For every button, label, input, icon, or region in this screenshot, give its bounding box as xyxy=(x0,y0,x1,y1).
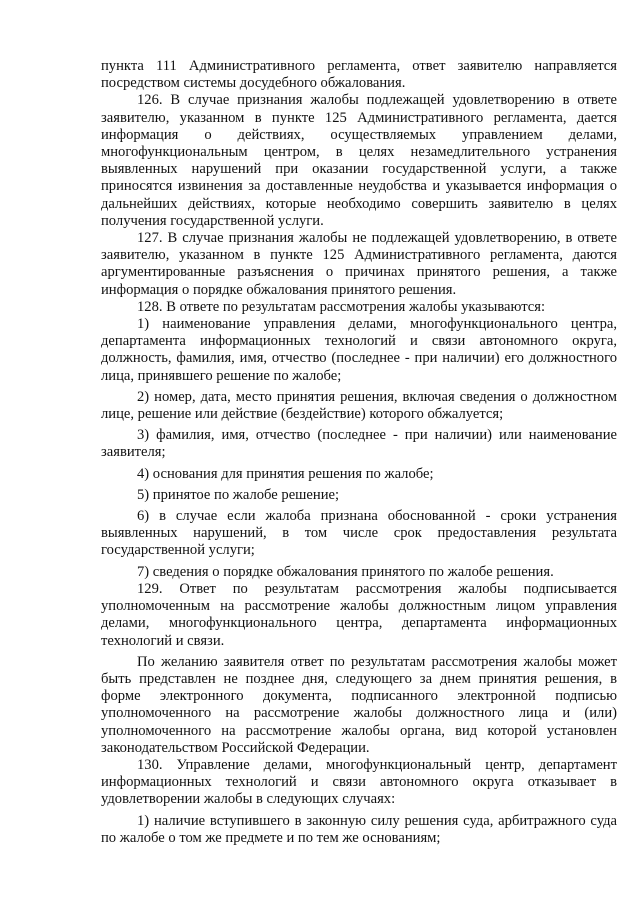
list-item-128-1: 1) наименование управления делами, многофункционального центра, департамента информационных технологий и связи автономного округа, должность, фамилия, имя, отчество (последнее - при наличии) его должностного лица, принявшего решение по жалобе; xyxy=(101,316,617,384)
list-item-128-3: 3) фамилия, имя, отчество (последнее - при наличии) или наименование заявителя; xyxy=(101,427,617,461)
list-item-128-2: 2) номер, дата, место принятия решения, включая сведения о должностном лице, решение или действие (бездействие) которого обжалуется; xyxy=(101,388,617,423)
document-body xyxy=(101,58,617,847)
paragraph-127: 127. В случае признания жалобы не подлежащей удовлетворению, в ответе заявителю, указанном в пункте 125 Административного регламента, даются аргументированные разъяснения о причинах принятого решения, а также информация о порядке обжалования принятого решения. xyxy=(101,230,617,298)
list-item-128-5: 5) принятое по жалобе решение; xyxy=(137,486,340,503)
paragraph-129-electronic: По желанию заявителя ответ по результатам рассмотрения жалобы может быть представлен не позднее дня, следующего за днем принятия решения, в форме электронного документа, подписанного электронной подписью уполномоченного на рассмотрение жалобы должностного лица и (или) уполномоченного на рассмотрение жалобы органа, вид которой установлен законодательством Российской Федерации. xyxy=(101,653,617,756)
paragraph-130: 130. Управление делами, многофункциональный центр, департамент информационных технологий и связи автономного округа отказывает в удовлетворении жалобы в следующих случаях: xyxy=(101,756,617,808)
list-item-128-7: 7) сведения о порядке обжалования принятого по жалобе решения. xyxy=(137,563,554,580)
paragraph-126: 126. В случае признания жалобы подлежащей удовлетворению в ответе заявителю, указанном в пункте 125 Административного регламента, дается информация о действиях, осуществляемых управлением делами, многофункциональным центром, в целях незамедлительного устранения выявленных нарушений при оказании государственной услуги, а также приносятся извинения за доставленные неудобства и указывается информация о дальнейших действиях, которые необходимо совершить заявителю в целях получения государственной услуги. xyxy=(101,92,617,229)
paragraph-continuation: пункта 111 Административного регламента, ответ заявителю направляется посредством системы досудебного обжалования. xyxy=(101,58,617,92)
list-item-128-6: 6) в случае если жалоба признана обоснованной - сроки устранения выявленных нарушений, в том числе срок предоставления результата государственной услуги; xyxy=(101,508,617,559)
paragraph-128: 128. В ответе по результатам рассмотрения жалобы указываются: xyxy=(137,298,546,315)
paragraph-129: 129. Ответ по результатам рассмотрения жалобы подписывается уполномоченным на рассмотрение жалобы должностным лицом управления делами, многофункционального центра, департамента информационных технологий и связи. xyxy=(101,580,617,649)
list-item-130-1: 1) наличие вступившего в законную силу решения суда, арбитражного суда по жалобе о том же предмете и по тем же основаниям; xyxy=(101,812,617,846)
list-item-128-4: 4) основания для принятия решения по жалобе; xyxy=(137,465,434,482)
